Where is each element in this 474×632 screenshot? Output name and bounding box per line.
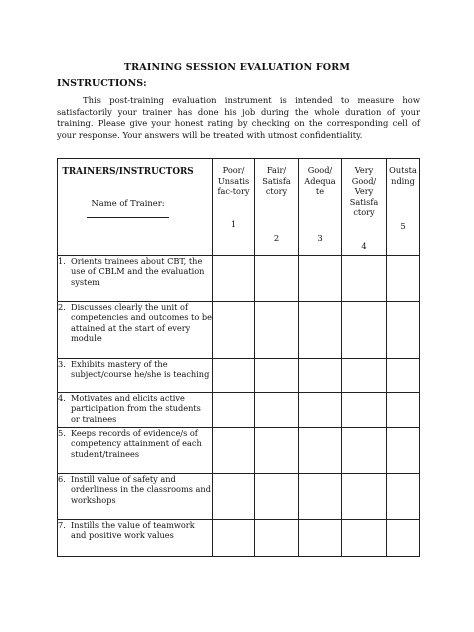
rating-cell[interactable] — [342, 256, 387, 302]
evaluation-table — [57, 158, 420, 557]
table-header-row — [58, 159, 420, 256]
rating-cell[interactable] — [299, 359, 342, 393]
rating-cell[interactable] — [255, 428, 299, 474]
rating-cell[interactable] — [255, 520, 299, 557]
criterion-number: 5. — [58, 428, 66, 438]
criterion-cell — [58, 302, 213, 359]
rating-cell[interactable] — [299, 520, 342, 557]
table-row — [58, 474, 420, 520]
rating-cell[interactable] — [299, 474, 342, 520]
criterion-cell — [58, 393, 213, 428]
name-of-trainer-label: Name of Trainer: — [91, 198, 165, 208]
rating-cell[interactable] — [387, 302, 420, 359]
criterion-cell — [58, 256, 213, 302]
criterion-number: 2. — [58, 302, 66, 312]
rating-cell[interactable] — [387, 359, 420, 393]
instructions-text: This post-training evaluation instrument is intended to measure how satisfactorily your trainer has done his job during the whole duration of your training. Please give your honest rating by checking on the corresponding cell of your response. Your answers will be treated with utmost confidentiality. — [57, 95, 420, 140]
rating-label: Very Good/ Very Satisfa ctory — [349, 165, 379, 218]
rating-cell[interactable] — [299, 256, 342, 302]
rating-score: 3 — [317, 233, 323, 243]
criterion-text: Orients trainees about CBT, the use of CBLM and the evaluation system — [71, 256, 205, 287]
rating-cell[interactable] — [213, 474, 255, 520]
rating-cell[interactable] — [255, 302, 299, 359]
rating-label: Outsta nding — [389, 165, 417, 186]
trainers-header-cell — [58, 159, 213, 256]
table-row — [58, 520, 420, 557]
rating-header-good — [299, 159, 342, 256]
rating-cell[interactable] — [255, 256, 299, 302]
rating-label: Fair/ Satisfa ctory — [262, 165, 291, 197]
rating-cell[interactable] — [387, 393, 420, 428]
rating-cell[interactable] — [387, 520, 420, 557]
criterion-text: Motivates and elicits active participation from the students or trainees — [71, 393, 201, 424]
rating-score: 4 — [361, 241, 367, 251]
rating-header-outstanding — [387, 159, 420, 256]
criterion-cell — [58, 359, 213, 393]
criterion-number: 6. — [58, 474, 66, 484]
rating-header-fair — [255, 159, 299, 256]
rating-cell[interactable] — [299, 428, 342, 474]
rating-cell[interactable] — [213, 359, 255, 393]
rating-label: Poor/ Unsatis fac-tory — [217, 165, 250, 197]
rating-cell[interactable] — [213, 302, 255, 359]
rating-cell[interactable] — [299, 302, 342, 359]
table-row — [58, 302, 420, 359]
rating-cell[interactable] — [342, 474, 387, 520]
rating-label: Good/ Adequa te — [304, 165, 336, 197]
criterion-text: Instills the value of teamwork and positive work values — [71, 520, 195, 541]
criterion-cell — [58, 428, 213, 474]
criterion-cell — [58, 520, 213, 557]
table-row — [58, 359, 420, 393]
rating-cell[interactable] — [213, 256, 255, 302]
criterion-text: Exhibits mastery of the subject/course he/she is teaching — [71, 359, 210, 380]
criterion-text: Instill value of safety and orderliness in the classrooms and workshops — [71, 474, 211, 505]
criterion-cell — [58, 474, 213, 520]
rating-cell[interactable] — [299, 393, 342, 428]
rating-score: 5 — [400, 221, 406, 231]
criterion-number: 4. — [58, 393, 66, 403]
table-row — [58, 428, 420, 474]
rating-cell[interactable] — [342, 520, 387, 557]
rating-cell[interactable] — [213, 428, 255, 474]
rating-cell[interactable] — [213, 393, 255, 428]
rating-score: 2 — [273, 233, 280, 243]
rating-cell[interactable] — [255, 474, 299, 520]
rating-header-poor — [213, 159, 255, 256]
criterion-text: Keeps records of evidence/s of competency attainment of each student/trainees — [71, 428, 202, 459]
rating-header-very-good — [342, 159, 387, 256]
trainer-name-line[interactable] — [87, 217, 169, 218]
rating-cell[interactable] — [255, 359, 299, 393]
form-title: TRAINING SESSION EVALUATION FORM — [123, 62, 351, 73]
rating-cell[interactable] — [387, 474, 420, 520]
table-row — [58, 393, 420, 428]
rating-cell[interactable] — [342, 393, 387, 428]
rating-cell[interactable] — [387, 428, 420, 474]
rating-score: 1 — [230, 219, 237, 229]
instructions-heading: INSTRUCTIONS: — [57, 78, 147, 89]
rating-cell[interactable] — [387, 256, 420, 302]
rating-cell[interactable] — [255, 393, 299, 428]
trainers-instructors-label: TRAINERS/INSTRUCTORS — [62, 167, 194, 177]
criterion-number: 7. — [58, 520, 66, 530]
criterion-text: Discusses clearly the unit of competencies and outcomes to be attained at the start of every module — [71, 302, 212, 344]
rating-cell[interactable] — [342, 302, 387, 359]
table-row — [58, 256, 420, 302]
rating-cell[interactable] — [213, 520, 255, 557]
rating-cell[interactable] — [342, 359, 387, 393]
criterion-number: 1. — [58, 256, 66, 266]
rating-cell[interactable] — [342, 428, 387, 474]
criterion-number: 3. — [58, 359, 66, 369]
